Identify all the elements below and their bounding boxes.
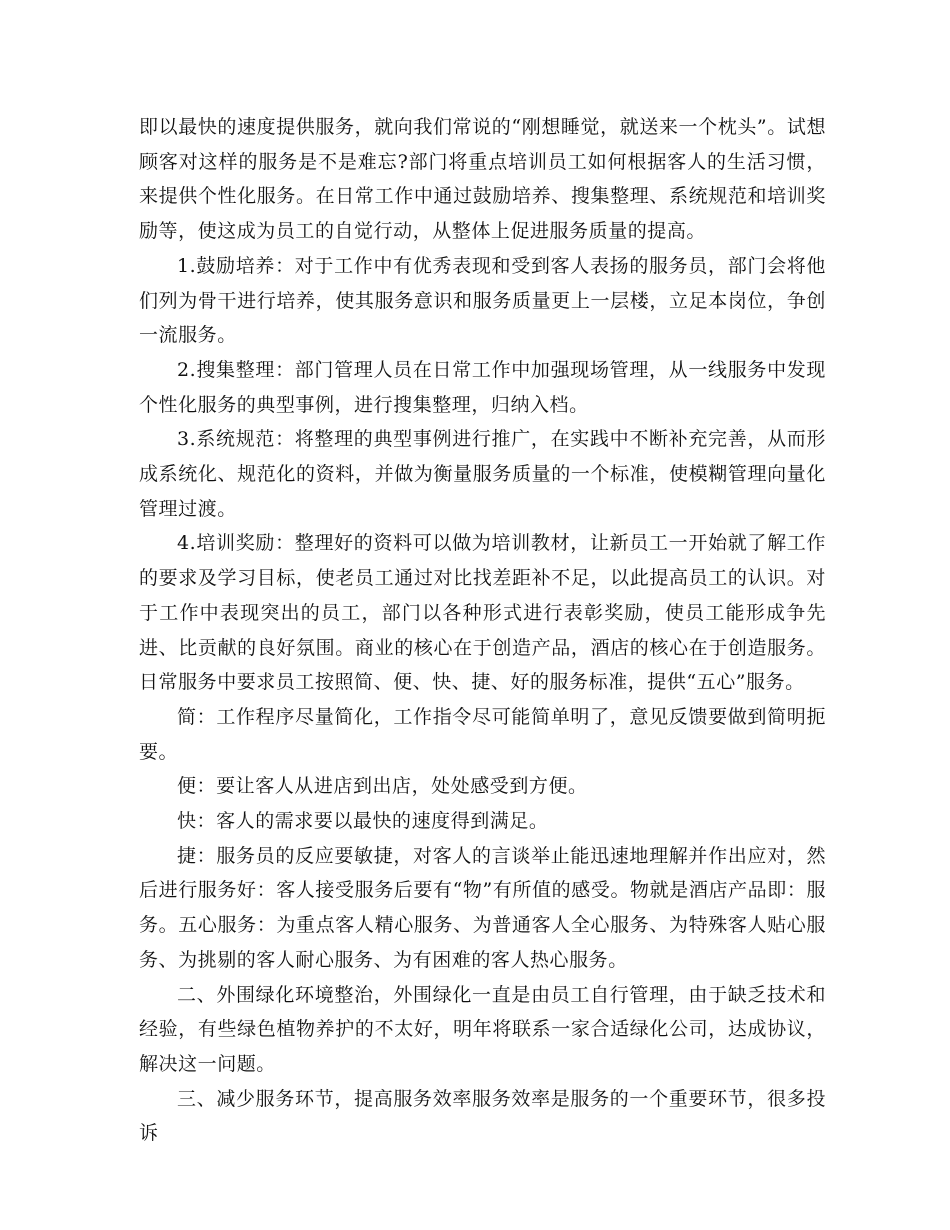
paragraph-service-efficiency: 三、减少服务环节，提高服务效率服务效率是服务的一个重要环节，很多投诉 [139, 1087, 826, 1145]
paragraph-agile-five-hearts: 捷：服务员的反应要敏捷，对客人的言谈举止能迅速地理解并作出应对，然后进行服务好：客人接受服务后要有“物”有所值的感受。物就是酒店产品即：服务。五心服务：为重点客人精心服务、为普通客人全心服务、为特殊客人贴心服务、为挑剔的客人耐心服务、为有困难的客人热心服务。 [139, 844, 826, 971]
paragraph-simple: 简：工作程序尽量简化，工作指令尽可能简单明了，意见反馈要做到简明扼要。 [139, 705, 826, 763]
paragraph-encourage-training: 1.鼓励培养：对于工作中有优秀表现和受到客人表扬的服务员，部门会将他们列为骨干进行培养，使其服务意识和服务质量更上一层楼，立足本岗位，争创一流服务。 [139, 254, 826, 347]
paragraph-collect-organize: 2.搜集整理：部门管理人员在日常工作中加强现场管理，从一线服务中发现个性化服务的典型事例，进行搜集整理，归纳入档。 [139, 358, 826, 416]
paragraph-greening: 二、外围绿化环境整治，外围绿化一直是由员工自行管理，由于缺乏技术和经验，有些绿色植物养护的不太好，明年将联系一家合适绿化公司，达成协议，解决这一问题。 [139, 983, 826, 1075]
paragraph-system-standardize: 3.系统规范：将整理的典型事例进行推广，在实践中不断补充完善，从而形成系统化、规范化的资料，并做为衡量服务质量的一个标准，使模糊管理向量化管理过渡。 [139, 428, 826, 520]
paragraph-fast: 快：客人的需求要以最快的速度得到满足。 [177, 810, 549, 833]
paragraph-convenient: 便：要让客人从进店到出店，处处感受到方便。 [177, 775, 588, 798]
document-body [139, 110, 826, 1151]
paragraph-training-reward: 4.培训奖励：整理好的资料可以做为培训教材，让新员工一开始就了解工作的要求及学习目标，使老员工通过对比找差距补不足，以此提高员工的认识。对于工作中表现突出的员工，部门以各种形式进行表彰奖励，使员工能形成争先进、比贡献的良好氛围。商业的核心在于创造产品，酒店的核心在于创造服务。日常服务中要求员工按照简、便、快、捷、好的服务标准，提供“五心”服务。 [139, 532, 826, 694]
paragraph-intro: 即以最快的速度提供服务，就向我们常说的“刚想睡觉，就送来一个枕头”。试想顾客对这样的服务是不是难忘?部门将重点培训员工如何根据客人的生活习惯，来提供个性化服务。在日常工作中通过鼓励培养、搜集整理、系统规范和培训奖励等，使这成为员工的自觉行动，从整体上促进服务质量的提高。 [139, 116, 826, 243]
